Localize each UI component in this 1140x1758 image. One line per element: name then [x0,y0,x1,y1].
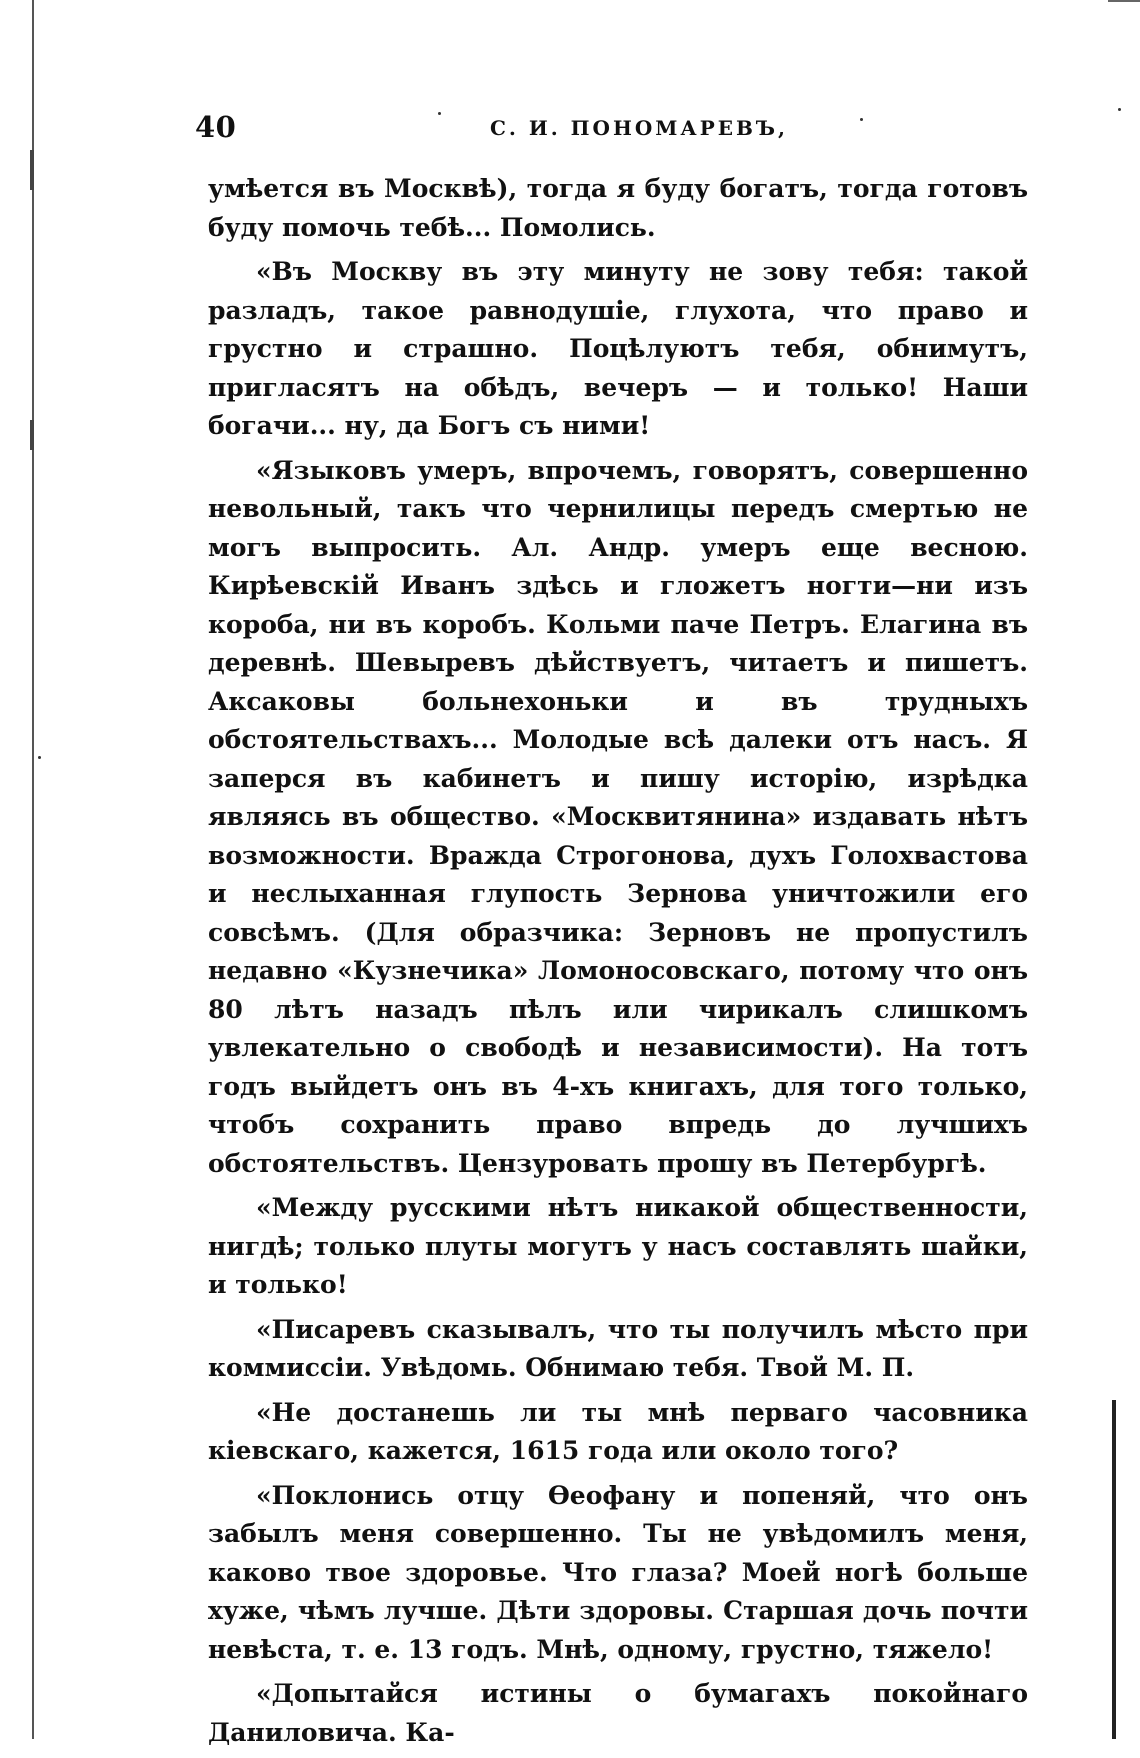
paragraph: «Допытайся истины о бумагахъ покойнаго Даниловича. Ка- [208,1679,1028,1747]
paragraph: «Не достанешь ли ты мнѣ перваго часовника кіевскаго, кажется, 1615 года или около того? [208,1397,1028,1465]
body-text [208,170,1028,1758]
paragraph: «Языковъ умеръ, впрочемъ, говорятъ, совершенно невольный, такъ что чернилицы передъ смертью не могъ выпросить. Ал. Андр. умеръ еще весною. Кирѣевскій Иванъ здѣсь и гложетъ ногти—ни изъ короба, ни въ коробъ. Кольми паче Петръ. Елагина въ деревнѣ. Шевыревъ дѣйствуетъ, читаетъ и пишетъ. Аксаковы больнехоньки и въ трудныхъ обстоятельствахъ... Молодые всѣ далеки отъ насъ. Я заперся въ кабинетъ и пишу исторію, изрѣдка являясь въ общество. «Москвитянина» издавать нѣтъ возможности. Вражда Строгонова, духъ Голохвастова и неслыханная глупость Зернова уничтожили его совсѣмъ. (Для образчика: Зерновъ не пропустилъ недавно «Кузнечика» Ломоносовскаго, потому что онъ 80 лѣтъ назадъ пѣлъ или чирикалъ слишкомъ увлекательно о свободѣ и независимости). На тотъ годъ выйдетъ онъ въ 4-хъ книгахъ, для того только, чтобъ сохранить право впредь до лучшихъ обстоятельствъ. Цензуровать прошу въ Петербургѣ. [208,455,1028,1178]
scan-speck [1118,108,1121,111]
page-edge-right [1112,1400,1116,1739]
paragraph: «Писаревъ сказывалъ, что ты получилъ мѣсто при коммиссіи. Увѣдомь. Обнимаю тебя. Твой М. П. [208,1314,1028,1382]
running-head: С. И. ПОНОМАРЕВЪ, [490,116,789,140]
paragraph: «Между русскими нѣтъ никакой общественности, нигдѣ; только плуты могутъ у насъ составлять шайки, и только! [208,1193,1028,1299]
page-edge-top [1108,0,1140,2]
page-header [195,110,1035,150]
binding-mark [30,150,34,190]
scan-speck [38,756,41,759]
page-binding-edge [32,0,34,1739]
paragraph: «Въ Москву въ эту минуту не зову тебя: такой разладъ, такое равнодушіе, глухота, что право и грустно и страшно. Поцѣлуютъ тебя, обнимутъ, пригласятъ на обѣдъ, вечеръ — и только! Наши богачи... ну, да Богъ съ ними! [208,257,1028,440]
paragraph: «Поклонись отцу Ѳеофану и попеняй, что онъ забылъ меня совершенно. Ты не увѣдомилъ меня, каково твое здоровье. Что глаза? Моей ногѣ больше хуже, чѣмъ лучше. Дѣти здоровы. Старшая дочь почти невѣста, т. е. 13 годъ. Мнѣ, одному, грустно, тяжело! [208,1480,1028,1664]
paragraph: умѣется въ Москвѣ), тогда я буду богатъ, тогда готовъ буду помочь тебѣ... Помолись. [208,174,1028,242]
binding-mark [30,420,34,450]
page-number: 40 [195,110,237,144]
